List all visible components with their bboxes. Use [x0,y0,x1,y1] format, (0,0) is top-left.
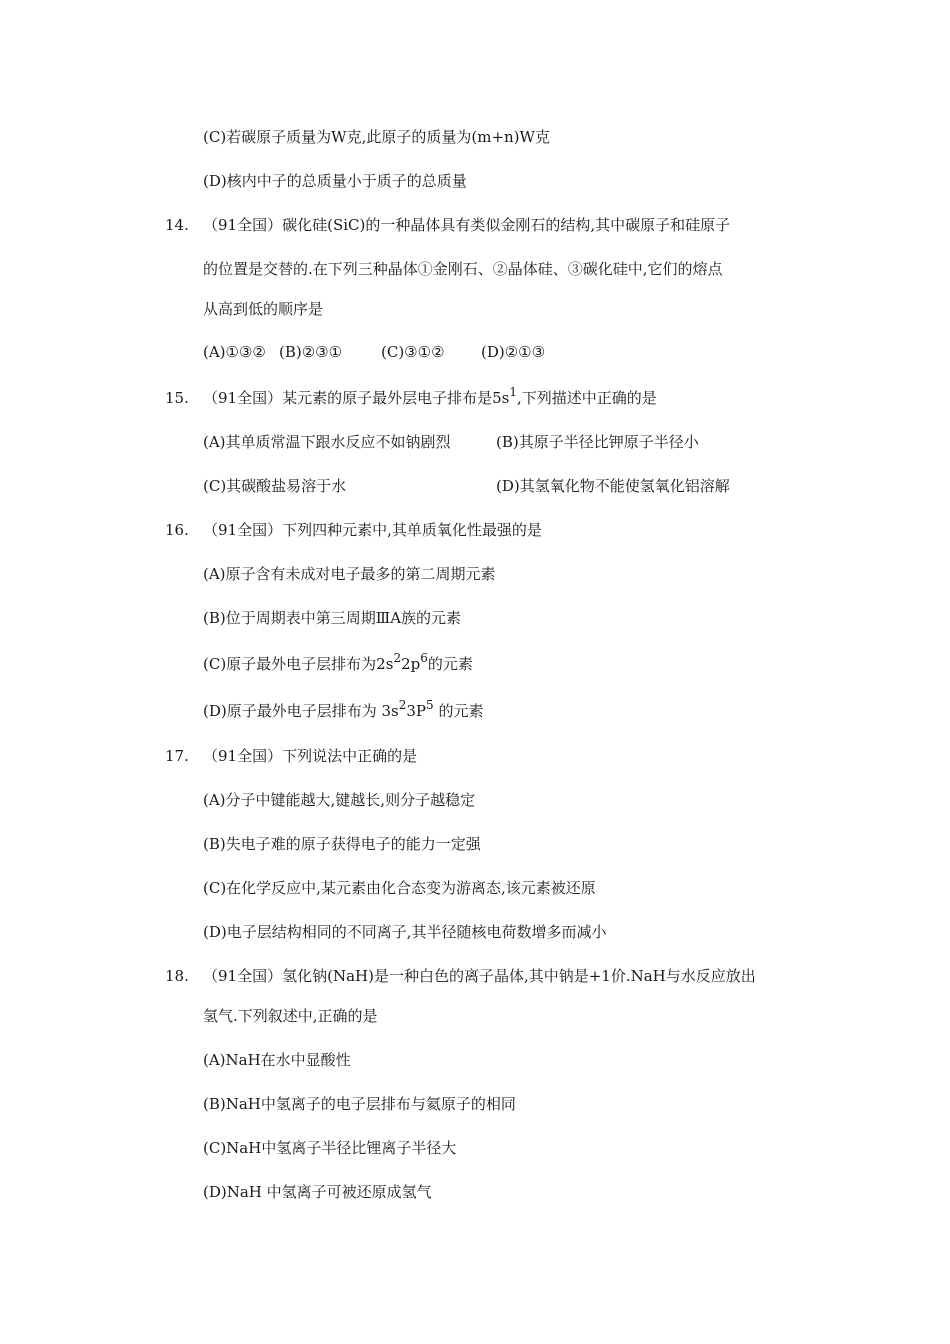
q13-option-c: (C)若碳原子质量为W克,此原子的质量为(m+n)W克 [203,128,550,146]
q17-option-b: (B)失电子难的原子获得电子的能力一定强 [203,835,481,853]
q13-option-d: (D)核内中子的总质量小于质子的总质量 [203,172,467,190]
q14-number: 14. [165,216,189,234]
q16-number: 16. [165,521,189,539]
q14-stem-line-1: （91全国）碳化硅(SiC)的一种晶体具有类似金刚石的结构,其中碳原子和硅原子 [203,216,731,234]
q18-stem-line-2: 氢气.下列叙述中,正确的是 [203,1007,378,1025]
q16-option-b: (B)位于周期表中第三周期ⅢA族的元素 [203,609,462,627]
q16-stem: （91全国）下列四种元素中,其单质氧化性最强的是 [203,521,542,539]
q16-option-c-suffix: 的元素 [427,655,473,673]
q18-option-b: (B)NaH中氢离子的电子层排布与氦原子的相同 [203,1095,516,1113]
q14-option-b: (B)②③① [279,343,343,361]
q17-stem: （91全国）下列说法中正确的是 [203,747,418,765]
q18-option-c: (C)NaH中氢离子半径比锂离子半径大 [203,1139,457,1157]
q17-number: 17. [165,747,189,765]
q15-stem [203,385,657,408]
q17-option-d: (D)电子层结构相同的不同离子,其半径随核电荷数增多而减小 [203,923,607,941]
q16-option-d [203,698,484,721]
q16-option-d-sup-1: 2 [398,698,407,712]
q15-option-b: (B)其原子半径比钾原子半径小 [496,433,699,451]
q15-stem-text-end: ,下列描述中正确的是 [516,389,657,407]
q14-option-c: (C)③①② [381,343,445,361]
q18-option-d: (D)NaH 中氢离子可被还原成氢气 [203,1183,432,1201]
q17-option-a: (A)分子中键能越大,键越长,则分子越稳定 [203,791,476,809]
q18-number: 18. [165,967,189,985]
q14-option-d: (D)②①③ [481,343,546,361]
q15-number: 15. [165,389,189,407]
q16-option-c-sup-2: 6 [420,651,428,665]
q16-option-c [203,651,473,674]
q17-option-c: (C)在化学反应中,某元素由化合态变为游离态,该元素被还原 [203,879,596,897]
q15-option-c: (C)其碳酸盐易溶于水 [203,477,347,495]
q16-option-a: (A)原子含有未成对电子最多的第二周期元素 [203,565,496,583]
q14-stem-line-2: 的位置是交替的.在下列三种晶体①金刚石、②晶体硅、③碳化硅中,它们的熔点 [203,260,723,278]
q16-option-d-orbital: 3P [406,702,427,720]
q16-option-d-text: (D)原子最外电子层排布为 3s [203,702,399,720]
q16-option-d-suffix: 的元素 [433,702,484,720]
q14-stem-line-3: 从高到低的顺序是 [203,300,324,318]
q15-option-d: (D)其氢氧化物不能使氢氧化铝溶解 [496,477,730,495]
q16-option-c-sup-1: 2 [393,651,402,665]
q16-option-c-text: (C)原子最外电子层排布为2s [203,655,394,673]
q18-stem-line-1: （91全国）氢化钠(NaH)是一种白色的离子晶体,其中钠是+1价.NaH与水反应放出 [203,967,756,985]
q15-stem-text: （91全国）某元素的原子最外层电子排布是5s [203,389,510,407]
q15-option-a: (A)其单质常温下跟水反应不如钠剧烈 [203,433,451,451]
q16-option-d-sup-2: 5 [426,698,434,712]
q16-option-c-orbital: 2p [401,655,421,673]
q15-stem-superscript: 1 [509,385,517,399]
q14-option-a: (A)①③② [203,343,266,361]
q18-option-a: (A)NaH在水中显酸性 [203,1051,351,1069]
